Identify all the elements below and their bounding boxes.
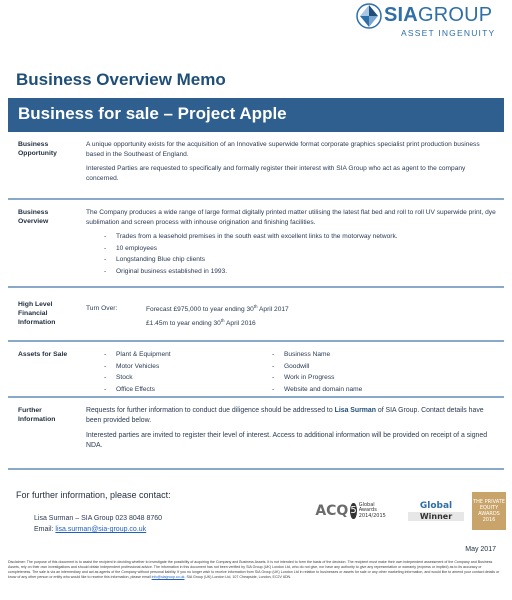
logo-tagline: ASSET INGENUITY <box>401 28 496 38</box>
memo-title: Business Overview Memo <box>16 70 226 89</box>
turnover-2017: Forecast £975,000 to year ending 30th April 2017 <box>146 304 289 314</box>
disclaimer: Disclaimer: The purpose of this document is to assist the recipient in deciding whether to investigate the possibility of acquiring the Company and Business Assets. It is not intended to form the basis of the decision. The recipient must make their own independent assessment of the Company and Business Assets, rely on their own investigations and should obtain independent professional advice. The information in this document has not been verified by SIA Group (UK) London Ltd, who do not give, nor have any authority to give any representation or warranty (express or implied) as to its accuracy or completeness. The sale is via an intermediary and act as agents of the Company without personal liability. If you no longer wish to receive information from SIA Group (UK) London Ltd in relation to businesses or assets for sale or any other marketing information, and would like to amend your contact details or know of any other person or entity who would like to receive this information, please email info@siagroup.co.uk. SIA Group (UK) London Ltd, 107 Cheapside, London, EC2V 6DN. <box>8 560 500 579</box>
sia-group-logo <box>356 2 506 44</box>
document-date: May 2017 <box>465 546 496 553</box>
section-label: Business Opportunity <box>18 141 57 158</box>
section-financial-information <box>8 292 504 342</box>
turnover-label: Turn Over: <box>86 305 118 312</box>
list-item: - Plant & Equipment <box>104 350 274 360</box>
project-banner: Business for sale – Project Apple <box>8 98 504 132</box>
section-further-information <box>8 400 504 470</box>
overview-bullet-list <box>104 232 498 276</box>
list-item: - Original business established in 1993. <box>104 267 498 277</box>
logo-name: SIAGROUP <box>384 4 493 26</box>
disclaimer-email-link[interactable]: info@siagroup.co.uk <box>151 574 185 579</box>
section-body <box>86 406 498 456</box>
list-item: - 10 employees <box>104 244 498 254</box>
contact-name: Lisa Surman <box>334 407 376 414</box>
section-body <box>86 350 498 396</box>
sia-logo-mark-icon <box>356 3 382 29</box>
section-label: Business Overview <box>18 209 49 226</box>
contact-heading: For further information, please contact: <box>16 490 171 500</box>
turnover-2016: £1.45m to year ending 30th April 2016 <box>146 317 256 327</box>
contact-line: Lisa Surman – SIA Group 023 8048 8760 <box>34 515 163 522</box>
section-body <box>86 208 498 278</box>
list-item: - Motor Vehicles <box>104 362 274 372</box>
section-assets-for-sale <box>8 344 504 398</box>
section-label: High Level Financial Information <box>18 301 56 327</box>
acq-award-badge: ACQ 5 Global Awards 2014/2015 <box>315 501 386 519</box>
assets-right-column <box>272 350 442 396</box>
list-item: - Goodwill <box>272 362 442 372</box>
section-label: Further Information <box>18 407 56 424</box>
section-business-opportunity <box>8 134 504 200</box>
private-equity-award-badge: THE PRIVATE EQUITY AWARDS 2016 <box>472 492 506 530</box>
list-item: - Business Name <box>272 350 442 360</box>
section-body <box>86 140 498 188</box>
turnover-values <box>146 304 486 331</box>
list-item: - Stock <box>104 373 274 383</box>
list-item: - Trades from a leasehold premises in the south east with excellent links to the motorway network. <box>104 232 498 242</box>
paragraph: Interested parties are invited to register their level of interest. Access to additional information will be provided on receipt of a signed NDA. <box>86 432 488 449</box>
paragraph: The Company produces a wide range of large format digitally printed matter utilising the latest flat bed and roll to roll UV superwide print, dye sublimation and screen process with inhouse origination and finishing facilities. <box>86 209 496 226</box>
paragraph: A unique opportunity exists for the acquisition of an Innovative superwide format corporate graphics specialist print production business based in the Southeast of England. <box>86 141 480 158</box>
paragraph: Requests for further information to conduct due diligence should be addressed to Lisa Surman of SIA Group. Contact details have been provided below. <box>86 407 484 424</box>
section-label: Assets for Sale <box>18 351 68 358</box>
section-business-overview <box>8 202 504 288</box>
assets-left-column <box>104 350 274 396</box>
list-item: - Work in Progress <box>272 373 442 383</box>
list-item: - Website and domain name <box>272 385 442 395</box>
list-item: - Office Effects <box>104 385 274 395</box>
contact-email: Email: lisa.surman@sia-group.co.uk <box>34 526 147 533</box>
section-body <box>86 304 498 334</box>
global-winner-badge: Global Winner <box>406 492 466 530</box>
paragraph: Interested Parties are requested to specifically and formally register their interest with SIA Group who act as agent to the company concerned. <box>86 165 466 182</box>
list-item: - Longstanding Blue chip clients <box>104 255 498 265</box>
email-link[interactable]: lisa.surman@sia-group.co.uk <box>55 526 147 533</box>
